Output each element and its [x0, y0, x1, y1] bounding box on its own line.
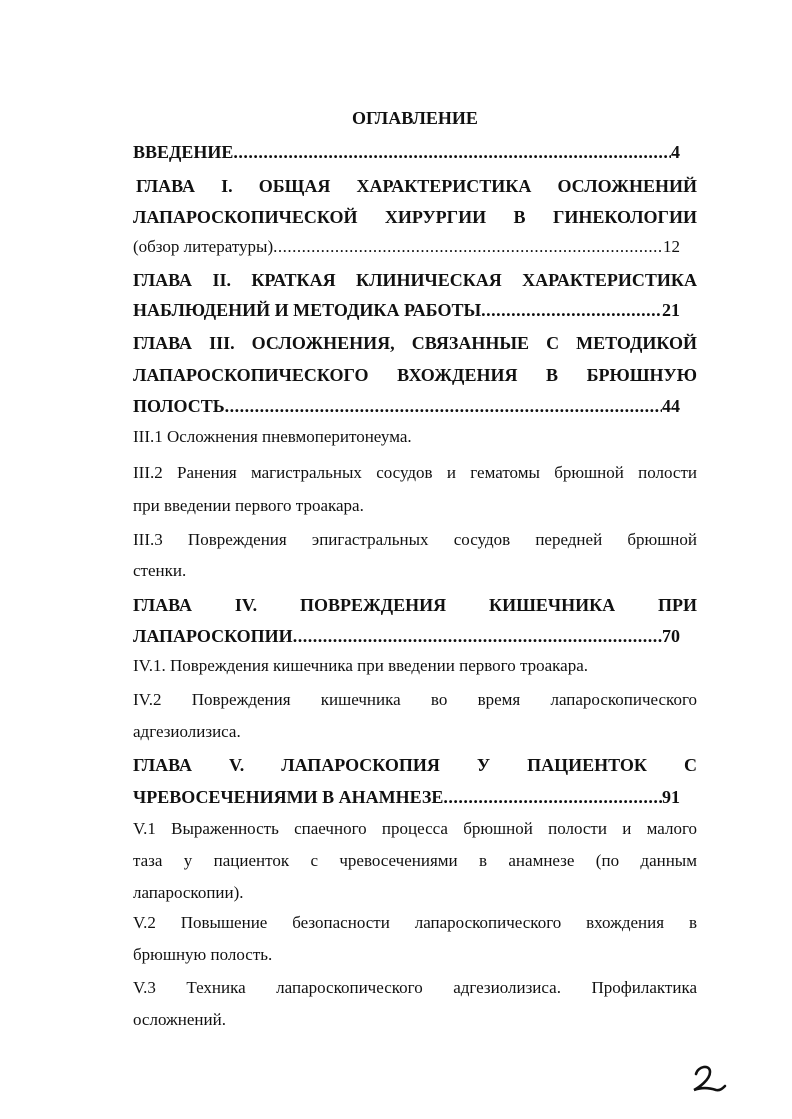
toc-subsection-3-3[interactable]: III.3 Повреждения эпигастральных сосудов передней брюшной — [133, 530, 697, 549]
toc-subsection-3-2-cont: при введении первого троакара. — [133, 496, 364, 515]
dot-leader — [225, 394, 662, 418]
toc-subsection-4-2[interactable]: IV.2 Повреждения кишечника во время лапароскопического — [133, 690, 697, 709]
toc-entry-chapter-5-end — [133, 785, 680, 809]
toc-page-number: 4 — [671, 142, 680, 162]
toc-page-number: 44 — [662, 396, 680, 416]
toc-subsection-5-1-cont: таза у пациенток с чревосечениями в анамнезе (по данным — [133, 851, 697, 870]
toc-entry-chapter-3-end — [133, 394, 680, 418]
toc-page-number: 21 — [662, 300, 680, 320]
dot-leader — [481, 298, 662, 322]
toc-subsection-3-2[interactable]: III.2 Ранения магистральных сосудов и гематомы брюшной полости — [133, 463, 697, 482]
toc-entry-chapter-5[interactable]: ГЛАВА V. ЛАПАРОСКОПИЯ У ПАЦИЕНТОК С — [133, 755, 697, 775]
toc-entry-chapter-1[interactable]: ГЛАВА I. ОБЩАЯ ХАРАКТЕРИСТИКА ОСЛОЖНЕНИЙ — [136, 176, 697, 196]
toc-entry-chapter-4[interactable]: ГЛАВА IV. ПОВРЕЖДЕНИЯ КИШЕЧНИКА ПРИ — [133, 595, 697, 615]
toc-subsection-3-1[interactable]: III.1 Осложнения пневмоперитонеума. — [133, 427, 412, 446]
toc-subsection-5-2[interactable]: V.2 Повышение безопасности лапароскопического вхождения в — [133, 913, 697, 932]
toc-subsection-5-3-cont: осложнений. — [133, 1010, 226, 1029]
toc-entry-label: ЧРЕВОСЕЧЕНИЯМИ В АНАМНЕЗЕ — [133, 787, 444, 807]
toc-entry-chapter-2-end — [133, 298, 680, 322]
toc-entry-chapter-4-end — [133, 624, 680, 648]
toc-page-number: 12 — [663, 237, 680, 256]
toc-subsection-5-3[interactable]: V.3 Техника лапароскопического адгезиолизиса. Профилактика — [133, 978, 697, 997]
toc-subsection-5-1-end: лапароскопии). — [133, 883, 244, 902]
toc-subsection-4-1[interactable]: IV.1. Повреждения кишечника при введении первого троакара. — [133, 656, 588, 675]
toc-entry-chapter-1-cont: ЛАПАРОСКОПИЧЕСКОЙ ХИРУРГИИ В ГИНЕКОЛОГИИ — [133, 207, 697, 227]
dot-leader — [273, 235, 663, 259]
toc-entry-label: ПОЛОСТЬ — [133, 396, 225, 416]
toc-subsection-4-2-cont: адгезиолизиса. — [133, 722, 241, 741]
toc-entry-label: (обзор литературы) — [133, 237, 274, 256]
toc-subsection-3-3-cont: стенки. — [133, 561, 187, 580]
toc-entry-label: ВВЕДЕНИЕ — [133, 142, 234, 162]
toc-entry-chapter-1-end — [133, 235, 680, 259]
toc-page-number: 91 — [662, 787, 680, 807]
toc-subsection-5-2-cont: брюшную полость. — [133, 945, 273, 964]
dot-leader — [293, 624, 662, 648]
handwritten-page-number — [690, 1062, 730, 1096]
toc-entry-chapter-3-cont: ЛАПАРОСКОПИЧЕСКОГО ВХОЖДЕНИЯ В БРЮШНУЮ — [133, 365, 697, 385]
toc-page-number: 70 — [662, 626, 680, 646]
toc-entry-chapter-2[interactable]: ГЛАВА II. КРАТКАЯ КЛИНИЧЕСКАЯ ХАРАКТЕРИСТИКА — [133, 270, 697, 290]
toc-entry-chapter-3[interactable]: ГЛАВА III. ОСЛОЖНЕНИЯ, СВЯЗАННЫЕ С МЕТОДИКОЙ — [133, 333, 697, 353]
dot-leader — [233, 140, 671, 164]
toc-entry-introduction[interactable] — [133, 140, 680, 164]
toc-entry-label: НАБЛЮДЕНИЙ И МЕТОДИКА РАБОТЫ — [133, 300, 482, 320]
toc-entry-label: ЛАПАРОСКОПИИ — [133, 626, 293, 646]
toc-subsection-5-1[interactable]: V.1 Выраженность спаечного процесса брюшной полости и малого — [133, 819, 697, 838]
dot-leader — [443, 785, 662, 809]
page-title: ОГЛАВЛЕНИЕ — [352, 108, 478, 128]
